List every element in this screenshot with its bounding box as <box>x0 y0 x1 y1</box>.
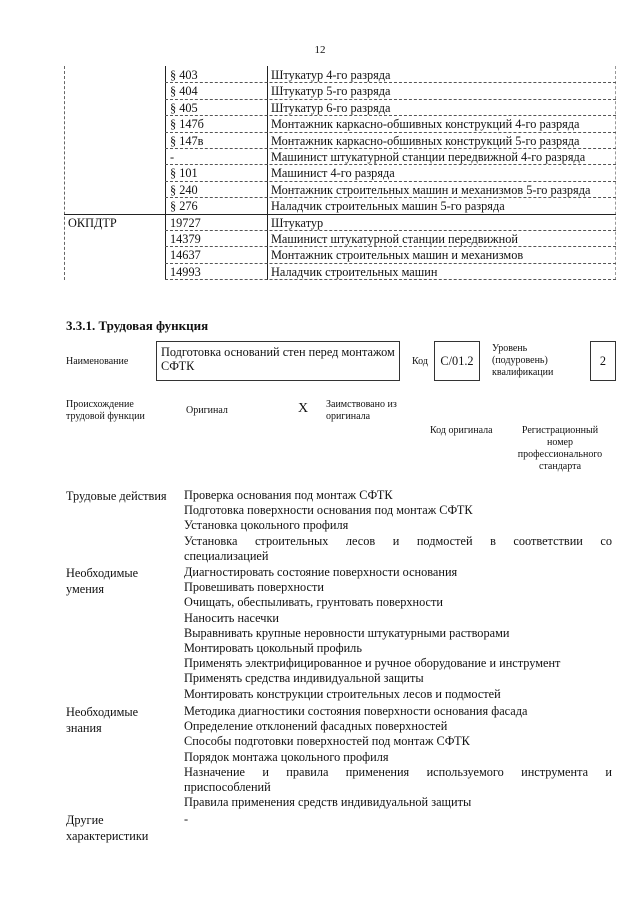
list-item: Наносить насечки <box>184 610 280 625</box>
table-cell-name: Машинист штукатурной станции передвижной 4-го разряда <box>271 150 586 164</box>
list-item: специализацией <box>184 548 269 563</box>
list-item: Установка цокольного профиля <box>184 518 349 533</box>
table-cell-name: Монтажник строительных машин и механизмов 5-го разряда <box>271 182 591 197</box>
code-label: Код <box>412 356 428 367</box>
knowledge-label-line2: знания <box>66 721 102 735</box>
list-item: Подготовка поверхности основания под монтаж СФТК <box>184 503 473 518</box>
table-cell-code: § 147б <box>170 117 204 132</box>
table-cell-name: Монтажник каркасно-обшивных конструкций 4-го разряда <box>271 117 580 132</box>
level-label: Уровень (подуровень) квалификации <box>492 343 554 378</box>
table-cell-code: - <box>170 150 175 164</box>
original-label: Оригинал <box>186 405 228 416</box>
list-item: Провешивать поверхности <box>184 580 324 595</box>
table-cell-code: 14993 <box>170 264 201 279</box>
table-row <box>64 215 616 231</box>
table-row <box>64 67 616 83</box>
skills-label <box>66 565 138 597</box>
table-cell-code: 14637 <box>170 248 201 263</box>
table-cell-name: Монтажник строительных машин и механизмов <box>271 248 524 263</box>
list-item: Способы подготовки поверхностей под монтаж СФТК <box>184 734 470 749</box>
table-row <box>64 247 616 263</box>
table-row <box>64 116 616 132</box>
table-row <box>64 198 616 214</box>
knowledge-list <box>184 704 612 810</box>
table-cell-code: § 276 <box>170 199 198 214</box>
knowledge-label-line1: Необходимые <box>66 705 139 719</box>
table-row <box>64 231 616 247</box>
other-label-line2: характеристики <box>66 829 149 843</box>
original-code-label: Код оригинала <box>430 425 493 436</box>
table-cell-code: 19727 <box>170 215 201 230</box>
table-cell-classifier: ОКПДТР <box>68 215 117 230</box>
name-label: Наименование <box>66 356 129 367</box>
list-item: Монтировать конструкции строительных лесов и подмостей <box>184 686 501 701</box>
list-item: Порядок монтажа цокольного профиля <box>184 749 389 764</box>
skills-label-line2: умения <box>66 582 105 596</box>
table-cell-name: Штукатур 4-го разряда <box>271 68 391 82</box>
list-item: Правила применения средств индивидуальной защиты <box>184 795 472 810</box>
list-item: Определение отклонений фасадных поверхностей <box>184 719 448 734</box>
skills-list <box>184 565 612 702</box>
table-row <box>64 182 616 198</box>
list-item: приспособлений <box>184 780 271 795</box>
labor-actions-label: Трудовые действия <box>66 489 167 503</box>
table-row <box>64 83 616 99</box>
level-value: 2 <box>599 354 607 368</box>
table-row <box>64 264 616 280</box>
table-row <box>64 100 616 116</box>
table-cell-name: Монтажник каркасно-обшивных конструкций 5-го разряда <box>271 133 580 148</box>
table-cell-name: Наладчик строительных машин 5-го разряда <box>271 199 505 214</box>
table-cell-name: Машинист 4-го разряда <box>271 166 395 181</box>
page-number: 12 <box>314 44 326 56</box>
table-cell-code: § 101 <box>170 166 198 181</box>
table-cell-name: Штукатур <box>271 215 324 230</box>
table-row <box>64 149 616 165</box>
list-item: Назначение и правила применения используемого инструмента и <box>184 764 612 779</box>
original-mark: X <box>298 401 309 416</box>
list-item: Очищать, обеспыливать, грунтовать поверхности <box>184 595 443 610</box>
function-name-box <box>156 341 400 381</box>
table-rule <box>165 279 616 280</box>
list-item: Монтировать цокольный профиль <box>184 641 362 656</box>
list-item: Диагностировать состояние поверхности основания <box>184 565 458 579</box>
table-cell-name: Штукатур 6-го разряда <box>271 100 391 115</box>
list-item: Применять средства индивидуальной защиты <box>184 671 424 686</box>
knowledge-label <box>66 704 138 736</box>
list-item: Применять электрифицированное и ручное оборудование и инструмент <box>184 656 561 671</box>
list-item: Проверка основания под монтаж СФТК <box>184 488 393 502</box>
list-item: Методика диагностики состояния поверхности основания фасада <box>184 704 528 718</box>
borrowed-label: Заимствовано из оригинала <box>326 399 397 422</box>
table-row <box>64 133 616 149</box>
table-cell-code: § 405 <box>170 100 198 115</box>
table-cell-name: Машинист штукатурной станции передвижной <box>271 232 518 246</box>
other-label-line1: Другие <box>66 813 104 827</box>
table-cell-code: § 403 <box>170 68 198 82</box>
table-cell-code: § 240 <box>170 182 198 197</box>
level-box <box>590 341 616 381</box>
code-box <box>434 341 480 381</box>
origin-label: Происхождение трудовой функции <box>66 399 145 422</box>
table-row <box>64 165 616 181</box>
table-cell-code: § 147в <box>170 133 204 148</box>
table-cell-name: Наладчик строительных машин <box>271 264 438 279</box>
code-value: C/01.2 <box>440 354 474 368</box>
table-cell-name: Штукатур 5-го разряда <box>271 84 391 99</box>
function-name: Подготовка оснований стен перед монтажом СФТК <box>161 345 395 373</box>
list-item: Выравнивать крупные неровности штукатурными растворами <box>184 625 510 640</box>
other-label <box>66 812 148 844</box>
labor-actions-list <box>184 488 612 564</box>
skills-label-line1: Необходимые <box>66 566 139 580</box>
section-title: 3.3.1. Трудовая функция <box>66 318 209 333</box>
table-cell-code: 14379 <box>170 232 201 246</box>
table-cell-code: § 404 <box>170 84 198 99</box>
other-value: - <box>184 812 189 826</box>
reg-number-label: Регистрационный номер профессионального стандарта <box>517 425 603 472</box>
list-item: Установка строительных лесов и подмостей в соответствии со <box>184 533 612 548</box>
